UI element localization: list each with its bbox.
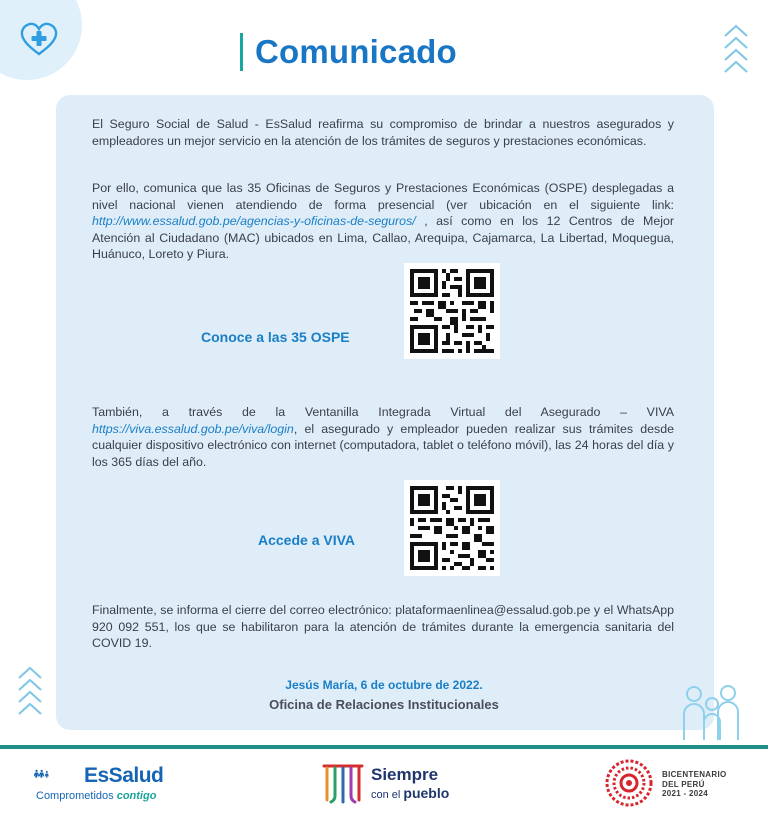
paragraph-viva-text: También, a través de la Ventanilla Integrada Virtual del Asegurado – VIVA [92,405,674,419]
essalud-brand-name: EsSalud [84,764,164,787]
siempre-subtitle-bold: pueblo [403,785,450,801]
footer-divider [0,745,768,749]
bicentenario-line-2: DEL PERÚ [662,779,705,789]
paragraph-ospe-text: Por ello, comunica que las 35 Oficinas de Seguros y Prestaciones Económicas (OSPE) desplegadas a nivel nacional vienen atendiendo de forma presencial (ver ubicación en el siguiente link: [92,181,674,212]
page-title: Comunicado [255,33,457,70]
paragraph-viva-text-end: , el asegurado y empleador pueden realizar sus trámites desde cualquier dispositivo electrónico con internet (computadora, tablet o teléfono móvil), las 24 horas del día y los 365 días del año. [92,421,674,469]
qr-code-viva [404,480,500,576]
viva-link[interactable]: https://viva.essalud.gob.pe/viva/login [92,421,294,436]
paragraph-closure: Finalmente, se informa el cierre del correo electrónico: plataformaenlinea@essalud.gob.pe y el WhatsApp 920 092 551, los que se habilitaron para la atención de trámites durante la emergencia sanitaria del COVID 19. [92,603,674,651]
paragraph-intro: El Seguro Social de Salud - EsSalud reafirma su compromiso de brindar a nuestros asegurados y empleadores un mejor servicio en la atención de los trámites de seguros y prestaciones económicas. [92,117,674,148]
page-title-wrap [240,30,457,74]
bicentenario-line-3: 2021 - 2024 [662,789,709,798]
paragraph-ospe [92,180,674,263]
bicentenario-line-1: BICENTENARIO [662,770,727,779]
siempre-title: Siempre [371,765,439,784]
essalud-logo-icon [34,762,82,792]
siempre-logo-icon [320,760,366,806]
qr-ospe-label: Conoce a las 35 OSPE [201,329,350,345]
paragraph-ospe-text-end: , así como en los 12 Centros de Mejor Atención al Ciudadano (MAC) ubicados en Lima, Callao, Arequipa, Cajamarca, La Libertad, Moquegua, Huánuco, Loreto y Piura. [92,214,674,262]
essalud-tagline-emphasis: contigo [116,790,157,802]
paragraph-viva [92,404,674,470]
qr-viva-label: Accede a VIVA [258,532,356,548]
chevrons-up-icon [722,22,750,78]
siempre-subtitle [371,785,449,801]
ospe-link[interactable]: http://www.essalud.gob.pe/agencias-y-oficinas-de-seguros/ [92,214,416,229]
qr-code-icon [410,269,494,353]
family-icon [680,684,748,742]
essalud-tagline [36,790,156,802]
title-accent-bar [240,33,243,71]
essalud-tagline-text: Comprometidos [36,790,117,802]
qr-code-ospe [404,263,500,359]
bicentenario-text [662,770,727,799]
heart-plus-icon [20,22,58,56]
issue-date: Jesús María, 6 de octubre de 2022. [285,678,483,692]
qr-code-icon [410,486,494,570]
issuing-office: Oficina de Relaciones Institucionales [269,697,499,712]
bicentenario-logo-icon [604,758,654,808]
siempre-subtitle-text: con el [371,789,404,801]
